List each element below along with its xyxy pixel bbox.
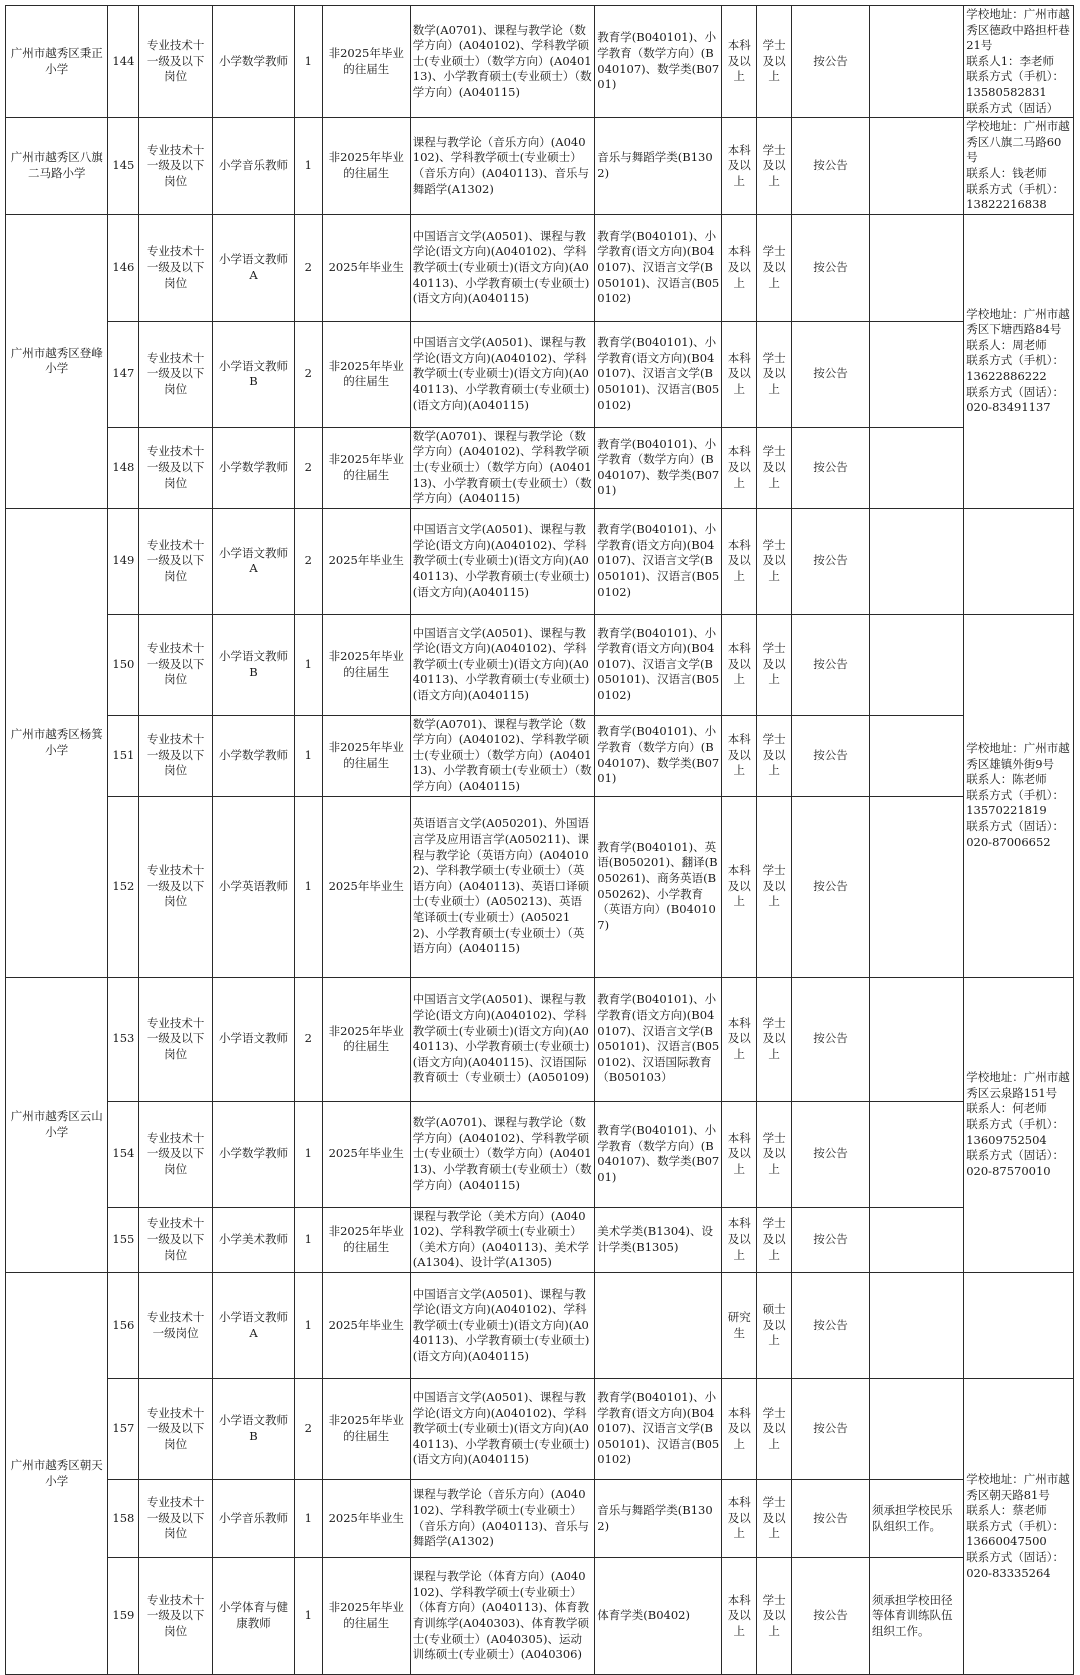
post-number: 149	[108, 508, 139, 614]
school-name: 广州市越秀区秉正小学	[6, 6, 108, 118]
school-name: 广州市越秀区八旗二马路小学	[6, 118, 108, 215]
education: 本科及以上	[722, 321, 757, 427]
contact-line: 联系方式（固话）：020-87570010	[966, 1148, 1064, 1178]
age-requirement: 按公告	[792, 214, 870, 321]
contact-line: 联系方式（固话）	[966, 100, 1059, 115]
graduate-major: 中国语言文学(A0501)、课程与教学论(语文方向)(A040102)、学科教学硕士(专业硕士)(语文方向)(A040113)、小学教育硕士(专业硕士)(语文方向)(A040115)、汉语国际教育硕士（专业硕士）(A050109)	[410, 977, 594, 1101]
post-name: 小学体育与健康教师	[213, 1558, 295, 1675]
post-level: 专业技术十一级及以下岗位	[139, 977, 213, 1101]
contact-line: 联系方式（手机）：13580582831	[966, 69, 1064, 99]
contact-line: 联系人：钱老师	[966, 165, 1047, 180]
post-name: 小学语文教师A	[213, 214, 295, 321]
age-requirement: 按公告	[792, 1480, 870, 1558]
age-requirement: 按公告	[792, 715, 870, 796]
other-requirement	[869, 796, 963, 977]
undergrad-major: 教育学(B040101)、小学教育（数学方向）(B040107)、数学类(B0701)	[595, 715, 722, 796]
contact-info	[964, 214, 1074, 508]
hire-count: 1	[294, 796, 322, 977]
post-level: 专业技术十一级及以下岗位	[139, 118, 213, 215]
target-group: 非2025年毕业的往届生	[322, 1379, 410, 1480]
contact-line: 联系方式（手机）：13570221819	[966, 787, 1064, 818]
post-level: 专业技术十一级及以下岗位	[139, 1480, 213, 1558]
target-group: 非2025年毕业的往届生	[322, 6, 410, 118]
degree: 学士及以上	[757, 1379, 792, 1480]
contact-line: 学校地址：广州市越秀区八旗二马路60号	[966, 119, 1070, 165]
graduate-major: 中国语言文学(A0501)、课程与教学论(语文方向)(A040102)、学科教学硕士(专业硕士)(语文方向)(A040113)、小学教育硕士(专业硕士)(语文方向)(A040115)	[410, 1379, 594, 1480]
post-level: 专业技术十一级及以下岗位	[139, 715, 213, 796]
post-name: 小学数学教师	[213, 427, 295, 508]
post-name: 小学英语教师	[213, 796, 295, 977]
post-number: 146	[108, 214, 139, 321]
post-number: 147	[108, 321, 139, 427]
undergrad-major: 教育学(B040101)、小学教育(语文方向)(B040107)、汉语言文学(B050101)、汉语言(B050102)	[595, 1379, 722, 1480]
education: 研究生	[722, 1273, 757, 1379]
target-group: 2025年毕业生	[322, 1101, 410, 1207]
age-requirement: 按公告	[792, 614, 870, 715]
table-row	[6, 6, 1074, 118]
other-requirement	[869, 1379, 963, 1480]
graduate-major: 课程与教学论（体育方向）(A040102)、学科教学硕士(专业硕士）（体育方向）(A040113)、体育教育训练学(A040303)、体育教学硕士(专业硕士）(A040305)、运动训练硕士(专业硕士）(A040306)	[410, 1558, 594, 1675]
post-name: 小学语文教师	[213, 977, 295, 1101]
education: 本科及以上	[722, 796, 757, 977]
contact-info	[964, 614, 1074, 977]
graduate-major: 课程与教学论（音乐方向）(A040102)、学科教学硕士(专业硕士）（音乐方向）(A040113)、音乐与舞蹈学(A1302)	[410, 118, 594, 215]
post-name: 小学语文教师B	[213, 614, 295, 715]
undergrad-major: 教育学(B040101)、小学教育（数学方向）(B040107)、数学类(B0701)	[595, 427, 722, 508]
post-number: 153	[108, 977, 139, 1101]
other-requirement	[869, 715, 963, 796]
hire-count: 1	[294, 715, 322, 796]
target-group: 非2025年毕业的往届生	[322, 118, 410, 215]
school-name: 广州市越秀区杨箕小学	[6, 508, 108, 977]
age-requirement: 按公告	[792, 321, 870, 427]
table-row	[6, 1273, 1074, 1379]
target-group: 2025年毕业生	[322, 1273, 410, 1379]
contact-line: 学校地址：广州市越秀区雄镇外街9号	[966, 741, 1070, 771]
graduate-major: 中国语言文学(A0501)、课程与教学论(语文方向)(A040102)、学科教学硕士(专业硕士)(语文方向)(A040113)、小学教育硕士(专业硕士)(语文方向)(A040115)	[410, 214, 594, 321]
graduate-major: 中国语言文学(A0501)、课程与教学论(语文方向)(A040102)、学科教学硕士(专业硕士)(语文方向)(A040113)、小学教育硕士(专业硕士)(语文方向)(A040115)	[410, 1273, 594, 1379]
post-name: 小学语文教师B	[213, 1379, 295, 1480]
other-requirement	[869, 321, 963, 427]
target-group: 非2025年毕业的往届生	[322, 427, 410, 508]
target-group: 非2025年毕业的往届生	[322, 321, 410, 427]
contact-line: 联系人：蔡老师	[966, 1503, 1047, 1518]
degree: 学士及以上	[757, 427, 792, 508]
contact-line: 学校地址：广州市越秀区德政中路担杆巷21号	[966, 7, 1070, 53]
hire-count: 2	[294, 508, 322, 614]
target-group: 2025年毕业生	[322, 508, 410, 614]
hire-count: 1	[294, 1273, 322, 1379]
post-name: 小学音乐教师	[213, 118, 295, 215]
hire-count: 1	[294, 1207, 322, 1272]
undergrad-major: 美术学类(B1304)、设计学类(B1305)	[595, 1207, 722, 1272]
education: 本科及以上	[722, 614, 757, 715]
other-requirement	[869, 1101, 963, 1207]
recruitment-table	[5, 5, 1074, 1675]
post-level: 专业技术十一级及以下岗位	[139, 1101, 213, 1207]
age-requirement: 按公告	[792, 508, 870, 614]
education: 本科及以上	[722, 1379, 757, 1480]
degree: 硕士及以上	[757, 1273, 792, 1379]
target-group: 非2025年毕业的往届生	[322, 614, 410, 715]
age-requirement: 按公告	[792, 1101, 870, 1207]
post-name: 小学数学教师	[213, 6, 295, 118]
degree: 学士及以上	[757, 796, 792, 977]
post-level: 专业技术十一级及以下岗位	[139, 6, 213, 118]
target-group: 2025年毕业生	[322, 214, 410, 321]
table-row	[6, 614, 1074, 715]
graduate-major: 数学(A0701)、课程与教学论（数学方向）(A040102)、学科教学硕士(专业硕士）（数学方向）(A040113)、小学教育硕士(专业硕士）（数学方向）(A040115)	[410, 1101, 594, 1207]
contact-line: 联系方式（手机）：13660047500	[966, 1518, 1064, 1549]
degree: 学士及以上	[757, 614, 792, 715]
target-group: 2025年毕业生	[322, 1480, 410, 1558]
target-group: 非2025年毕业的往届生	[322, 715, 410, 796]
undergrad-major: 教育学(B040101)、小学教育(语文方向)(B040107)、汉语言文学(B050101)、汉语言(B050102)	[595, 508, 722, 614]
age-requirement: 按公告	[792, 796, 870, 977]
education: 本科及以上	[722, 6, 757, 118]
hire-count: 1	[294, 6, 322, 118]
table-row	[6, 1379, 1074, 1480]
table-row	[6, 715, 1074, 796]
hire-count: 2	[294, 977, 322, 1101]
age-requirement: 按公告	[792, 427, 870, 508]
contact-empty	[964, 1273, 1074, 1379]
hire-count: 2	[294, 321, 322, 427]
degree: 学士及以上	[757, 1101, 792, 1207]
contact-line: 联系方式（手机）：13609752504	[966, 1117, 1064, 1147]
degree: 学士及以上	[757, 977, 792, 1101]
table-row	[6, 214, 1074, 321]
target-group: 非2025年毕业的往届生	[322, 977, 410, 1101]
graduate-major: 课程与教学论（美术方向）(A040102)、学科教学硕士(专业硕士）（美术方向）(A040113)、美术学(A1304)、设计学(A1305)	[410, 1207, 594, 1272]
undergrad-major: 教育学(B040101)、英语(B050201)、翻译(B050261)、商务英语(B050262)、小学教育（英语方向）(B040107)	[595, 796, 722, 977]
post-number: 154	[108, 1101, 139, 1207]
other-requirement	[869, 508, 963, 614]
post-level: 专业技术十一级及以下岗位	[139, 614, 213, 715]
hire-count: 1	[294, 1480, 322, 1558]
contact-line: 联系人：陈老师	[966, 772, 1047, 787]
other-requirement	[869, 6, 963, 118]
hire-count: 1	[294, 614, 322, 715]
contact-line: 联系人1：李老师	[966, 53, 1055, 68]
undergrad-major: 音乐与舞蹈学类(B1302)	[595, 118, 722, 215]
graduate-major: 中国语言文学(A0501)、课程与教学论(语文方向)(A040102)、学科教学硕士(专业硕士)(语文方向)(A040113)、小学教育硕士(专业硕士)(语文方向)(A040115)	[410, 614, 594, 715]
education: 本科及以上	[722, 1207, 757, 1272]
undergrad-major: 教育学(B040101)、小学教育(语文方向)(B040107)、汉语言文学(B050101)、汉语言(B050102)	[595, 321, 722, 427]
education: 本科及以上	[722, 1480, 757, 1558]
degree: 学士及以上	[757, 118, 792, 215]
contact-empty	[964, 508, 1074, 614]
hire-count: 2	[294, 214, 322, 321]
contact-info	[964, 1379, 1074, 1675]
degree: 学士及以上	[757, 321, 792, 427]
contact-line: 联系人：周老师	[966, 337, 1047, 352]
hire-count: 2	[294, 427, 322, 508]
graduate-major: 中国语言文学(A0501)、课程与教学论(语文方向)(A040102)、学科教学硕士(专业硕士)(语文方向)(A040113)、小学教育硕士(专业硕士)(语文方向)(A040115)	[410, 321, 594, 427]
post-name: 小学美术教师	[213, 1207, 295, 1272]
age-requirement: 按公告	[792, 1379, 870, 1480]
degree: 学士及以上	[757, 6, 792, 118]
school-name: 广州市越秀区朝天小学	[6, 1273, 108, 1675]
post-level: 专业技术十一级及以下岗位	[139, 796, 213, 977]
post-number: 155	[108, 1207, 139, 1272]
target-group: 非2025年毕业的往届生	[322, 1558, 410, 1675]
education: 本科及以上	[722, 427, 757, 508]
graduate-major: 中国语言文学(A0501)、课程与教学论(语文方向)(A040102)、学科教学硕士(专业硕士)(语文方向)(A040113)、小学教育硕士(专业硕士)(语文方向)(A040115)	[410, 508, 594, 614]
post-name: 小学音乐教师	[213, 1480, 295, 1558]
education: 本科及以上	[722, 977, 757, 1101]
other-requirement: 须承担学校田径等体育训练队伍组织工作。	[869, 1558, 963, 1675]
contact-line: 学校地址：广州市越秀区下塘西路84号	[966, 306, 1070, 337]
contact-line: 联系方式（手机）：13822216838	[966, 181, 1064, 212]
undergrad-major: 教育学(B040101)、小学教育(语文方向)(B040107)、汉语言文学(B050101)、汉语言(B050102)	[595, 214, 722, 321]
contact-line: 联系方式（手机）：13622886222	[966, 353, 1064, 383]
age-requirement: 按公告	[792, 118, 870, 215]
table-row	[6, 796, 1074, 977]
hire-count: 1	[294, 1558, 322, 1675]
education: 本科及以上	[722, 1101, 757, 1207]
table-row	[6, 508, 1074, 614]
target-group: 非2025年毕业的往届生	[322, 1207, 410, 1272]
other-requirement	[869, 1273, 963, 1379]
school-name: 广州市越秀区云山小学	[6, 977, 108, 1272]
graduate-major: 数学(A0701)、课程与教学论（数学方向）(A040102)、学科教学硕士(专业硕士）（数学方向）(A040113)、小学教育硕士(专业硕士）（数学方向）(A040115)	[410, 715, 594, 796]
post-number: 145	[108, 118, 139, 215]
other-requirement	[869, 118, 963, 215]
education: 本科及以上	[722, 118, 757, 215]
post-level: 专业技术十一级及以下岗位	[139, 321, 213, 427]
other-requirement	[869, 1207, 963, 1272]
post-number: 151	[108, 715, 139, 796]
degree: 学士及以上	[757, 214, 792, 321]
hire-count: 1	[294, 118, 322, 215]
age-requirement: 按公告	[792, 1273, 870, 1379]
table-row	[6, 1101, 1074, 1207]
age-requirement: 按公告	[792, 1207, 870, 1272]
table-row	[6, 118, 1074, 215]
other-requirement	[869, 214, 963, 321]
degree: 学士及以上	[757, 715, 792, 796]
undergrad-major: 教育学(B040101)、小学教育（数学方向）(B040107)、数学类(B0701)	[595, 1101, 722, 1207]
undergrad-major: 体育学类(B0402)	[595, 1558, 722, 1675]
undergrad-major: 音乐与舞蹈学类(B1302)	[595, 1480, 722, 1558]
contact-info	[964, 118, 1074, 215]
other-requirement	[869, 977, 963, 1101]
contact-line: 学校地址：广州市越秀区朝天路81号	[966, 1471, 1070, 1502]
post-level: 专业技术十一级及以下岗位	[139, 1558, 213, 1675]
contact-line: 联系方式（固话）：020-83335264	[966, 1549, 1064, 1580]
post-number: 152	[108, 796, 139, 977]
graduate-major: 英语语言文学(A050201)、外国语言学及应用语言学(A050211)、课程与教学论（英语方向）(A040102)、学科教学硕士(专业硕士）（英语方向）(A040113)、英语口译硕士(专业硕士）(A050213)、英语笔译硕士(专业硕士）(A050212)、小学教育硕士(专业硕士）（英语方向）(A040115)	[410, 796, 594, 977]
education: 本科及以上	[722, 214, 757, 321]
table-row	[6, 1207, 1074, 1272]
contact-line: 联系方式（固话）：020-83491137	[966, 384, 1064, 415]
degree: 学士及以上	[757, 1480, 792, 1558]
hire-count: 1	[294, 1101, 322, 1207]
table-row	[6, 427, 1074, 508]
post-number: 148	[108, 427, 139, 508]
degree: 学士及以上	[757, 508, 792, 614]
post-number: 158	[108, 1480, 139, 1558]
education: 本科及以上	[722, 1558, 757, 1675]
post-name: 小学数学教师	[213, 715, 295, 796]
contact-line: 联系人：何老师	[966, 1101, 1047, 1116]
graduate-major: 课程与教学论（音乐方向）(A040102)、学科教学硕士(专业硕士）（音乐方向）(A040113)、音乐与舞蹈学(A1302)	[410, 1480, 594, 1558]
post-name: 小学语文教师A	[213, 1273, 295, 1379]
post-number: 156	[108, 1273, 139, 1379]
age-requirement: 按公告	[792, 6, 870, 118]
age-requirement: 按公告	[792, 977, 870, 1101]
undergrad-major	[595, 1273, 722, 1379]
post-number: 159	[108, 1558, 139, 1675]
table-row	[6, 321, 1074, 427]
table-row	[6, 1480, 1074, 1558]
post-level: 专业技术十一级及以下岗位	[139, 508, 213, 614]
post-name: 小学语文教师B	[213, 321, 295, 427]
post-number: 157	[108, 1379, 139, 1480]
undergrad-major: 教育学(B040101)、小学教育(语文方向)(B040107)、汉语言文学(B050101)、汉语言(B050102)	[595, 614, 722, 715]
age-requirement: 按公告	[792, 1558, 870, 1675]
contact-line: 学校地址：广州市越秀区云泉路151号	[966, 1070, 1070, 1100]
education: 本科及以上	[722, 508, 757, 614]
contact-line: 联系方式（固话）：020-87006652	[966, 819, 1064, 849]
post-level: 专业技术十一级及以下岗位	[139, 427, 213, 508]
contact-info	[964, 977, 1074, 1272]
table-row	[6, 1558, 1074, 1675]
other-requirement: 须承担学校民乐队组织工作。	[869, 1480, 963, 1558]
post-level: 专业技术十一级及以下岗位	[139, 214, 213, 321]
education: 本科及以上	[722, 715, 757, 796]
graduate-major: 数学(A0701)、课程与教学论（数学方向）(A040102)、学科教学硕士(专业硕士）（数学方向）(A040113)、小学教育硕士(专业硕士）（数学方向）(A040115)	[410, 6, 594, 118]
school-name: 广州市越秀区登峰小学	[6, 214, 108, 508]
target-group: 2025年毕业生	[322, 796, 410, 977]
undergrad-major: 教育学(B040101)、小学教育（数学方向）(B040107)、数学类(B0701)	[595, 6, 722, 118]
degree: 学士及以上	[757, 1207, 792, 1272]
other-requirement	[869, 614, 963, 715]
post-number: 144	[108, 6, 139, 118]
table-row	[6, 977, 1074, 1101]
graduate-major: 数学(A0701)、课程与教学论（数学方向）(A040102)、学科教学硕士(专业硕士）（数学方向）(A040113)、小学教育硕士(专业硕士）（数学方向）(A040115)	[410, 427, 594, 508]
contact-info	[964, 6, 1074, 118]
other-requirement	[869, 427, 963, 508]
post-name: 小学语文教师A	[213, 508, 295, 614]
degree: 学士及以上	[757, 1558, 792, 1675]
hire-count: 2	[294, 1379, 322, 1480]
undergrad-major: 教育学(B040101)、小学教育(语文方向)(B040107)、汉语言文学(B050101)、汉语言(B050102)、汉语国际教育（B050103）	[595, 977, 722, 1101]
post-level: 专业技术十一级及以下岗位	[139, 1379, 213, 1480]
post-number: 150	[108, 614, 139, 715]
post-name: 小学数学教师	[213, 1101, 295, 1207]
post-level: 专业技术十一级岗位	[139, 1273, 213, 1379]
post-level: 专业技术十一级及以下岗位	[139, 1207, 213, 1272]
